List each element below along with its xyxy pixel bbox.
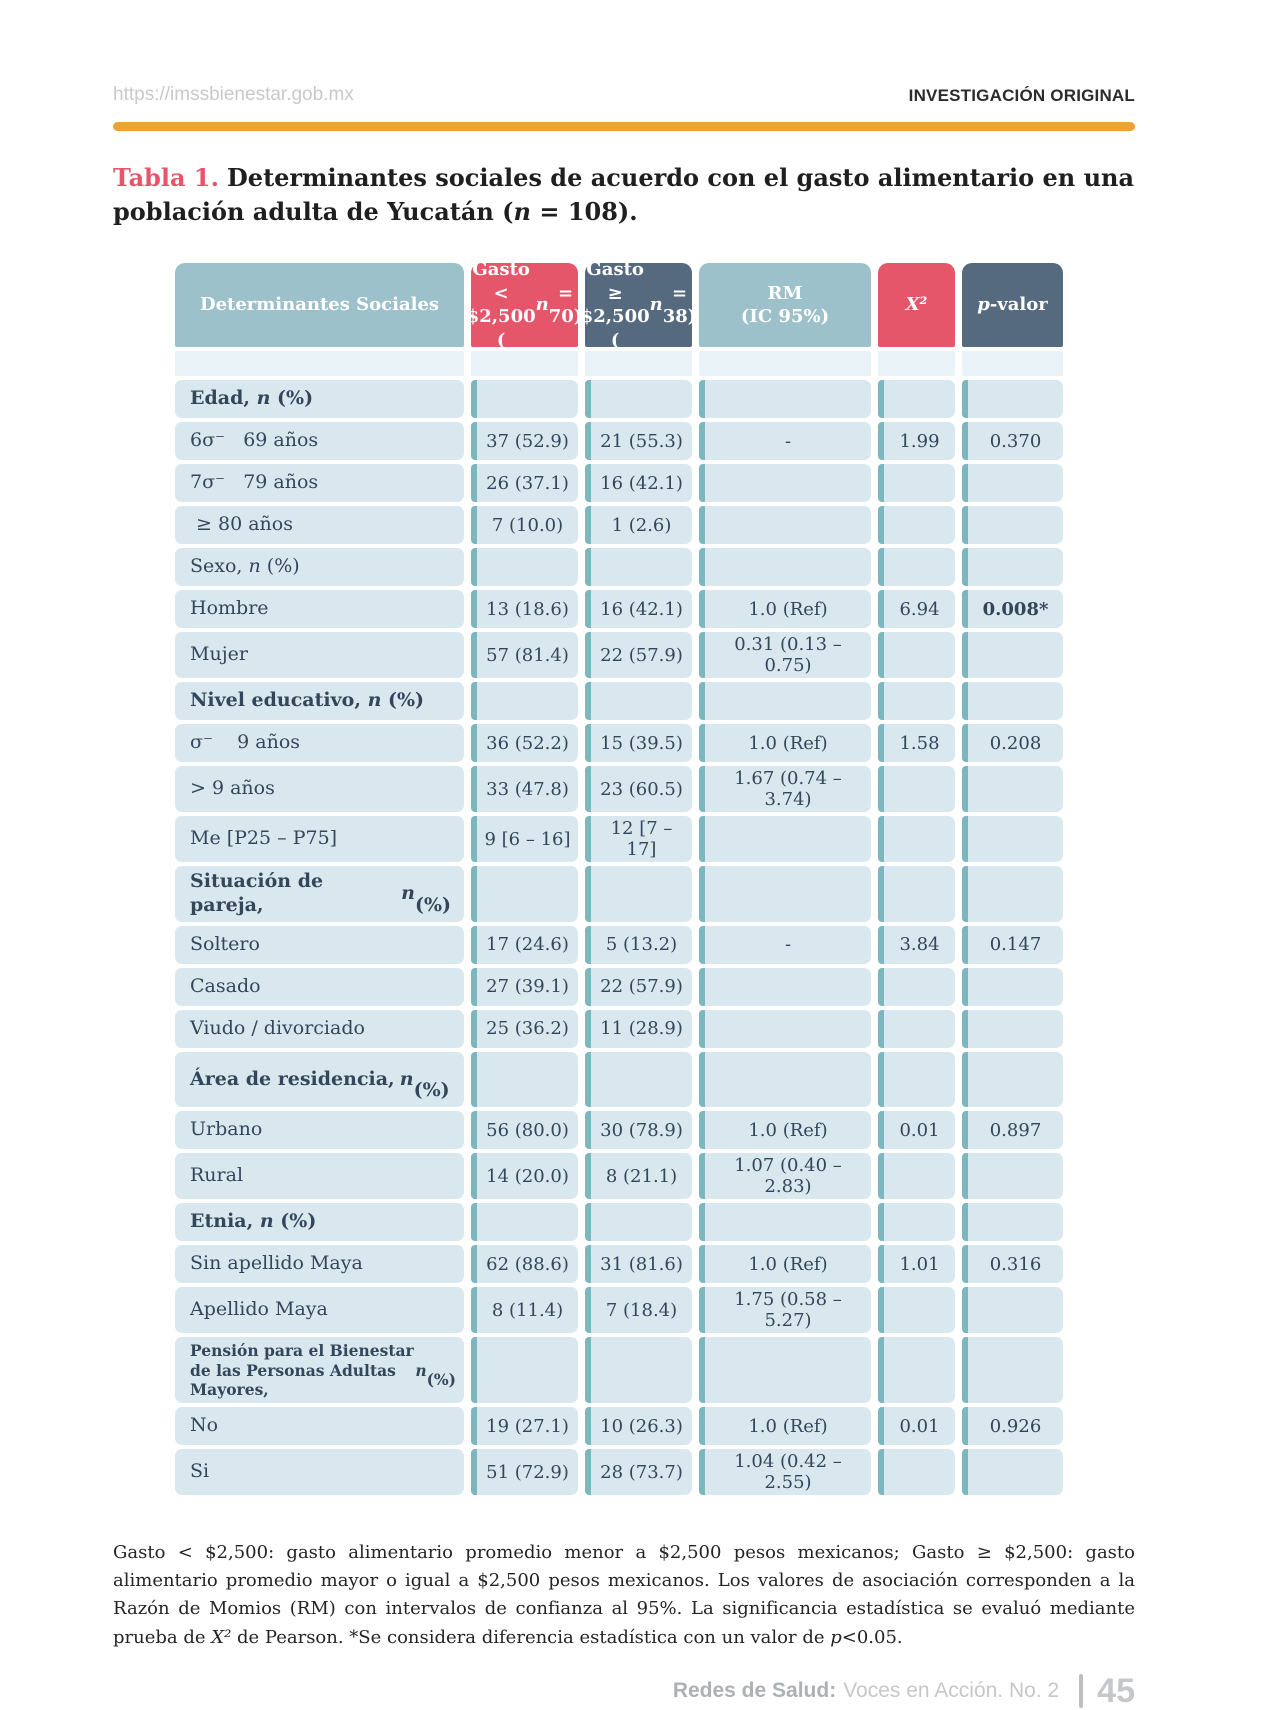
value-cell: 6.94 xyxy=(878,590,955,628)
value-cell: 1.0 (Ref) xyxy=(699,1407,871,1445)
value-cell: 21 (55.3) xyxy=(585,422,692,460)
footer-divider xyxy=(1079,1674,1083,1708)
spacer-cell xyxy=(175,351,464,376)
value-cell xyxy=(878,548,955,586)
page-number: 45 xyxy=(1097,1671,1135,1710)
row-label: 6σ⁻ 69 años xyxy=(175,422,464,460)
spacer-cell xyxy=(962,351,1063,376)
value-cell xyxy=(878,506,955,544)
value-cell: 7 (18.4) xyxy=(585,1287,692,1333)
value-cell xyxy=(471,380,578,418)
value-cell: 0.31 (0.13 – 0.75) xyxy=(699,632,871,678)
value-cell xyxy=(471,866,578,922)
value-cell: 14 (20.0) xyxy=(471,1153,578,1199)
row-label: Soltero xyxy=(175,926,464,964)
value-cell: 33 (47.8) xyxy=(471,766,578,812)
value-cell: 22 (57.9) xyxy=(585,632,692,678)
value-cell xyxy=(878,766,955,812)
table-title-label: Tabla 1. xyxy=(113,163,219,192)
value-cell xyxy=(471,1337,578,1403)
value-cell: 11 (28.9) xyxy=(585,1010,692,1048)
value-cell xyxy=(878,380,955,418)
value-cell xyxy=(878,464,955,502)
row-label: Hombre xyxy=(175,590,464,628)
value-cell xyxy=(962,1010,1063,1048)
value-cell: 25 (36.2) xyxy=(471,1010,578,1048)
value-cell: 0.01 xyxy=(878,1111,955,1149)
page-footer xyxy=(113,1671,1135,1710)
value-cell: 0.008* xyxy=(962,590,1063,628)
row-label: No xyxy=(175,1407,464,1445)
value-cell: 31 (81.6) xyxy=(585,1245,692,1283)
value-cell xyxy=(878,1052,955,1108)
row-label: Mujer xyxy=(175,632,464,678)
value-cell xyxy=(962,1449,1063,1495)
value-cell xyxy=(471,1052,578,1108)
value-cell: 0.147 xyxy=(962,926,1063,964)
value-cell xyxy=(962,1337,1063,1403)
spacer-cell xyxy=(878,351,955,376)
row-label: σ⁻ 9 años xyxy=(175,724,464,762)
section-row-label: Etnia, n (%) xyxy=(175,1203,464,1241)
value-cell xyxy=(471,1203,578,1241)
row-label: Urbano xyxy=(175,1111,464,1149)
value-cell: 1.0 (Ref) xyxy=(699,1111,871,1149)
value-cell: 1.75 (0.58 – 5.27) xyxy=(699,1287,871,1333)
determinants-table xyxy=(175,259,1064,1495)
row-label: > 9 años xyxy=(175,766,464,812)
value-cell: 36 (52.2) xyxy=(471,724,578,762)
value-cell xyxy=(585,866,692,922)
value-cell: 16 (42.1) xyxy=(585,464,692,502)
value-cell xyxy=(699,682,871,720)
column-header-rm-ic95: RM (IC 95%) xyxy=(699,263,871,347)
column-header-gasto-mayor-2500: Gasto ≥ $2,500 ( n = 38) xyxy=(580,259,697,351)
value-cell xyxy=(878,968,955,1006)
value-cell xyxy=(699,816,871,862)
value-cell: 1.0 (Ref) xyxy=(699,590,871,628)
row-label: ≥ 80 años xyxy=(175,506,464,544)
row-label: Viudo / divorciado xyxy=(175,1010,464,1048)
value-cell xyxy=(878,1010,955,1048)
value-cell: 5 (13.2) xyxy=(585,926,692,964)
value-cell xyxy=(585,1337,692,1403)
section-kicker: INVESTIGACIÓN ORIGINAL xyxy=(908,86,1135,105)
spacer-cell xyxy=(585,351,692,376)
spacer-cell xyxy=(471,351,578,376)
value-cell xyxy=(878,1449,955,1495)
value-cell: 23 (60.5) xyxy=(585,766,692,812)
value-cell: 51 (72.9) xyxy=(471,1449,578,1495)
value-cell xyxy=(699,380,871,418)
value-cell: 22 (57.9) xyxy=(585,968,692,1006)
value-cell: 17 (24.6) xyxy=(471,926,578,964)
value-cell xyxy=(962,968,1063,1006)
site-url-link[interactable]: https://imssbienestar.gob.mx xyxy=(113,84,354,105)
row-label: Sexo, n (%) xyxy=(175,548,464,586)
value-cell: 19 (27.1) xyxy=(471,1407,578,1445)
value-cell xyxy=(878,816,955,862)
value-cell: 16 (42.1) xyxy=(585,590,692,628)
row-label: Si xyxy=(175,1449,464,1495)
value-cell: 1.58 xyxy=(878,724,955,762)
value-cell: 7 (10.0) xyxy=(471,506,578,544)
value-cell: 0.01 xyxy=(878,1407,955,1445)
value-cell xyxy=(585,380,692,418)
value-cell xyxy=(585,682,692,720)
journal-name: Redes de Salud: xyxy=(672,1678,837,1702)
value-cell: 1.0 (Ref) xyxy=(699,1245,871,1283)
table-title xyxy=(113,161,1135,229)
journal-issue: Voces en Acción. No. 2 xyxy=(843,1678,1060,1702)
value-cell: 1.04 (0.42 – 2.55) xyxy=(699,1449,871,1495)
value-cell xyxy=(878,1337,955,1403)
value-cell xyxy=(585,1203,692,1241)
value-cell: 30 (78.9) xyxy=(585,1111,692,1149)
value-cell xyxy=(962,1052,1063,1108)
accent-rule xyxy=(113,122,1135,131)
value-cell xyxy=(699,506,871,544)
value-cell xyxy=(699,1203,871,1241)
value-cell: 8 (21.1) xyxy=(585,1153,692,1199)
value-cell: 15 (39.5) xyxy=(585,724,692,762)
value-cell: 1.99 xyxy=(878,422,955,460)
value-cell xyxy=(699,968,871,1006)
column-header-p-valor: p -valor xyxy=(962,263,1063,347)
value-cell xyxy=(962,766,1063,812)
section-row-label: Situación de pareja, n (%) xyxy=(175,866,464,922)
value-cell xyxy=(962,632,1063,678)
value-cell xyxy=(962,682,1063,720)
value-cell: 0.370 xyxy=(962,422,1063,460)
value-cell: 0.897 xyxy=(962,1111,1063,1149)
value-cell: 37 (52.9) xyxy=(471,422,578,460)
section-row-label: Edad, n (%) xyxy=(175,380,464,418)
row-label: Me [P25 – P75] xyxy=(175,816,464,862)
value-cell xyxy=(962,1203,1063,1241)
row-label: Casado xyxy=(175,968,464,1006)
value-cell xyxy=(878,1203,955,1241)
value-cell xyxy=(699,1010,871,1048)
value-cell xyxy=(471,548,578,586)
value-cell xyxy=(878,866,955,922)
value-cell: 12 [7 – 17] xyxy=(585,816,692,862)
value-cell: 26 (37.1) xyxy=(471,464,578,502)
value-cell: 8 (11.4) xyxy=(471,1287,578,1333)
spacer-cell xyxy=(699,351,871,376)
table-title-text: Determinantes sociales de acuerdo con el gasto alimentario en una población adulta de Yucatán (n = 108). xyxy=(113,163,1135,227)
section-row-label: Área de residencia, n (%) xyxy=(175,1052,464,1108)
value-cell: - xyxy=(699,422,871,460)
value-cell xyxy=(962,866,1063,922)
value-cell xyxy=(962,1287,1063,1333)
value-cell: 13 (18.6) xyxy=(471,590,578,628)
value-cell: - xyxy=(699,926,871,964)
value-cell: 56 (80.0) xyxy=(471,1111,578,1149)
value-cell: 0.208 xyxy=(962,724,1063,762)
value-cell: 0.316 xyxy=(962,1245,1063,1283)
value-cell: 10 (26.3) xyxy=(585,1407,692,1445)
section-row-label: Pensión para el Bienestar de las Personas Adultas Mayores, n (%) xyxy=(175,1337,464,1403)
value-cell xyxy=(585,548,692,586)
column-header-determinantes-sociales: Determinantes Sociales xyxy=(175,263,464,347)
value-cell xyxy=(471,682,578,720)
value-cell xyxy=(878,1153,955,1199)
value-cell xyxy=(962,380,1063,418)
value-cell xyxy=(962,548,1063,586)
value-cell: 1.07 (0.40 – 2.83) xyxy=(699,1153,871,1199)
value-cell xyxy=(699,1052,871,1108)
row-label: Apellido Maya xyxy=(175,1287,464,1333)
value-cell: 9 [6 – 16] xyxy=(471,816,578,862)
value-cell: 1 (2.6) xyxy=(585,506,692,544)
table-footnote: Gasto < $2,500: gasto alimentario promedio menor a $2,500 pesos mexicanos; Gasto ≥ $2,500: gasto alimentario promedio mayor o igual a $2,500 pesos mexicanos. Los valores de asociación corresponden a la Razón de Momios (RM) con intervalos de confianza al 95%. La significancia estadística se evaluó mediante prueba de X² de Pearson. *Se considera diferencia estadística con un valor de p<0.05. xyxy=(113,1542,1135,1648)
value-cell xyxy=(962,506,1063,544)
page-top-bar xyxy=(113,84,1135,106)
row-label: Rural xyxy=(175,1153,464,1199)
row-label: Sin apellido Maya xyxy=(175,1245,464,1283)
value-cell xyxy=(699,548,871,586)
value-cell: 1.67 (0.74 – 3.74) xyxy=(699,766,871,812)
value-cell: 27 (39.1) xyxy=(471,968,578,1006)
value-cell xyxy=(962,464,1063,502)
value-cell xyxy=(878,632,955,678)
value-cell xyxy=(878,1287,955,1333)
column-header-x2: X² xyxy=(878,263,955,347)
value-cell xyxy=(699,866,871,922)
value-cell xyxy=(962,816,1063,862)
value-cell: 1.01 xyxy=(878,1245,955,1283)
value-cell: 0.926 xyxy=(962,1407,1063,1445)
value-cell: 3.84 xyxy=(878,926,955,964)
value-cell xyxy=(699,1337,871,1403)
value-cell: 1.0 (Ref) xyxy=(699,724,871,762)
value-cell: 57 (81.4) xyxy=(471,632,578,678)
value-cell: 28 (73.7) xyxy=(585,1449,692,1495)
value-cell xyxy=(585,1052,692,1108)
value-cell: 62 (88.6) xyxy=(471,1245,578,1283)
value-cell xyxy=(699,464,871,502)
value-cell xyxy=(878,682,955,720)
row-label: 7σ⁻ 79 años xyxy=(175,464,464,502)
value-cell xyxy=(962,1153,1063,1199)
column-header-gasto-menor-2500: Gasto < $2,500 ( n = 70) xyxy=(466,259,583,351)
section-row-label: Nivel educativo, n (%) xyxy=(175,682,464,720)
